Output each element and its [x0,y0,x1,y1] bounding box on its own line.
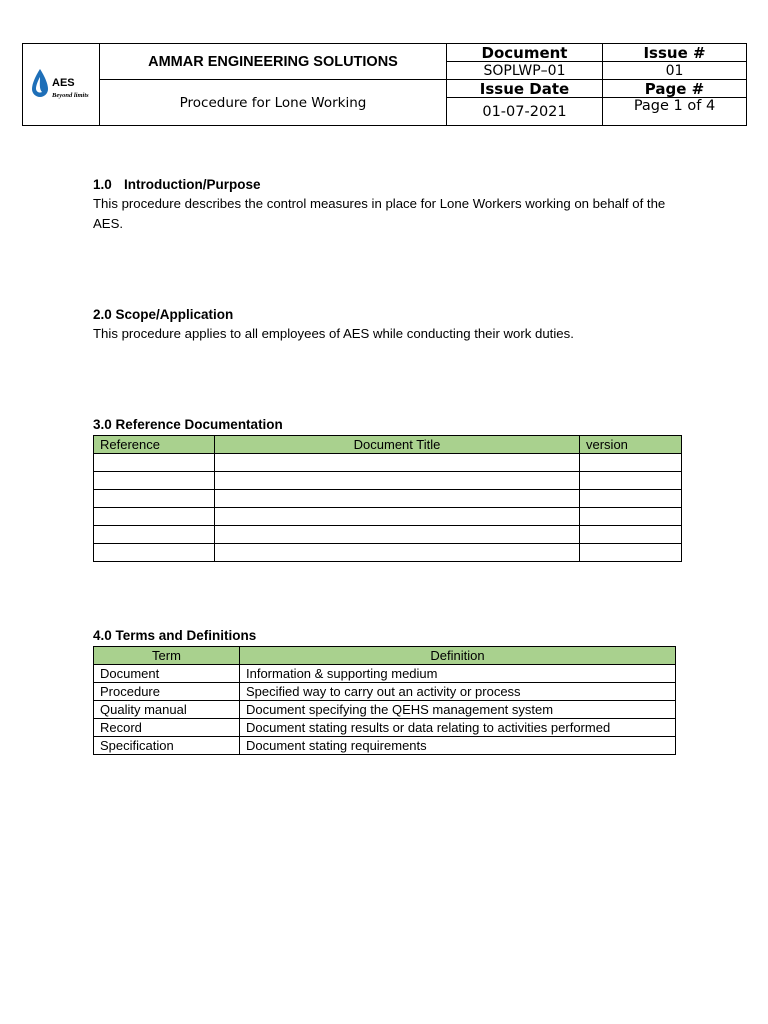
term-cell: Record [94,719,240,737]
table-cell [94,526,215,544]
table-row [94,737,676,755]
section-number: 1.0 [93,177,112,192]
table-cell [580,454,682,472]
water-drop-icon [31,68,49,100]
table-row [94,454,682,472]
table-row [94,544,682,562]
definition-cell: Document specifying the QEHS management system [240,701,676,719]
table-cell [580,526,682,544]
company-logo [23,44,99,125]
definition-cell: Document stating results or data relating to activities performed [240,719,676,737]
table-cell [215,490,580,508]
table-cell [580,508,682,526]
table-row [94,508,682,526]
issue-label: Issue # [603,44,747,62]
section-heading: 2.0 Scope/Application [93,307,234,322]
section-introduction [93,176,683,234]
column-header-reference: Reference [94,436,215,454]
table-row [94,683,676,701]
table-row [94,719,676,737]
table-row [94,490,682,508]
table-row [94,472,682,490]
definition-cell: Document stating requirements [240,737,676,755]
table-cell [215,526,580,544]
section-terms [93,627,676,755]
section-body: This procedure describes the control measures in place for Lone Workers working on behalf of the AES. [93,196,666,231]
procedure-title: Procedure for Lone Working [100,80,447,126]
table-cell [215,472,580,490]
term-cell: Procedure [94,683,240,701]
term-cell: Specification [94,737,240,755]
table-cell [215,508,580,526]
column-header-document-title: Document Title [215,436,580,454]
issue-number: 01 [603,62,747,80]
document-label: Document [447,44,603,62]
reference-table [93,435,682,562]
section-scope [93,306,683,344]
term-cell: Document [94,665,240,683]
table-cell [580,472,682,490]
logo-cell [23,44,100,126]
table-row [94,526,682,544]
table-cell [580,490,682,508]
definition-cell: Specified way to carry out an activity or process [240,683,676,701]
column-header-term: Term [94,647,240,665]
section-references [93,416,682,562]
table-cell [94,472,215,490]
logo-brand-text: AES [52,77,75,89]
section-heading: 3.0 Reference Documentation [93,417,283,432]
column-header-version: version [580,436,682,454]
section-body: This procedure applies to all employees of AES while conducting their work duties. [93,326,574,341]
logo-tagline: Beyond limits [52,92,89,99]
table-cell [94,508,215,526]
term-cell: Quality manual [94,701,240,719]
company-name: AMMAR ENGINEERING SOLUTIONS [100,44,447,80]
section-heading [93,176,683,194]
table-cell [94,454,215,472]
table-cell [215,544,580,562]
section-heading: 4.0 Terms and Definitions [93,628,257,643]
page-label: Page # [603,80,747,98]
issue-date-value: 01-07-2021 [447,98,603,126]
document-header [22,43,747,126]
table-cell [94,490,215,508]
section-title-text: Introduction/Purpose [124,177,261,192]
table-row [94,701,676,719]
issue-date-label: Issue Date [447,80,603,98]
column-header-definition: Definition [240,647,676,665]
table-cell [215,454,580,472]
table-row [94,665,676,683]
terms-table [93,646,676,755]
document-number: SOPLWP–01 [447,62,603,80]
page-number: Page 1 of 4 [603,98,747,126]
table-cell [94,544,215,562]
table-cell [580,544,682,562]
definition-cell: Information & supporting medium [240,665,676,683]
